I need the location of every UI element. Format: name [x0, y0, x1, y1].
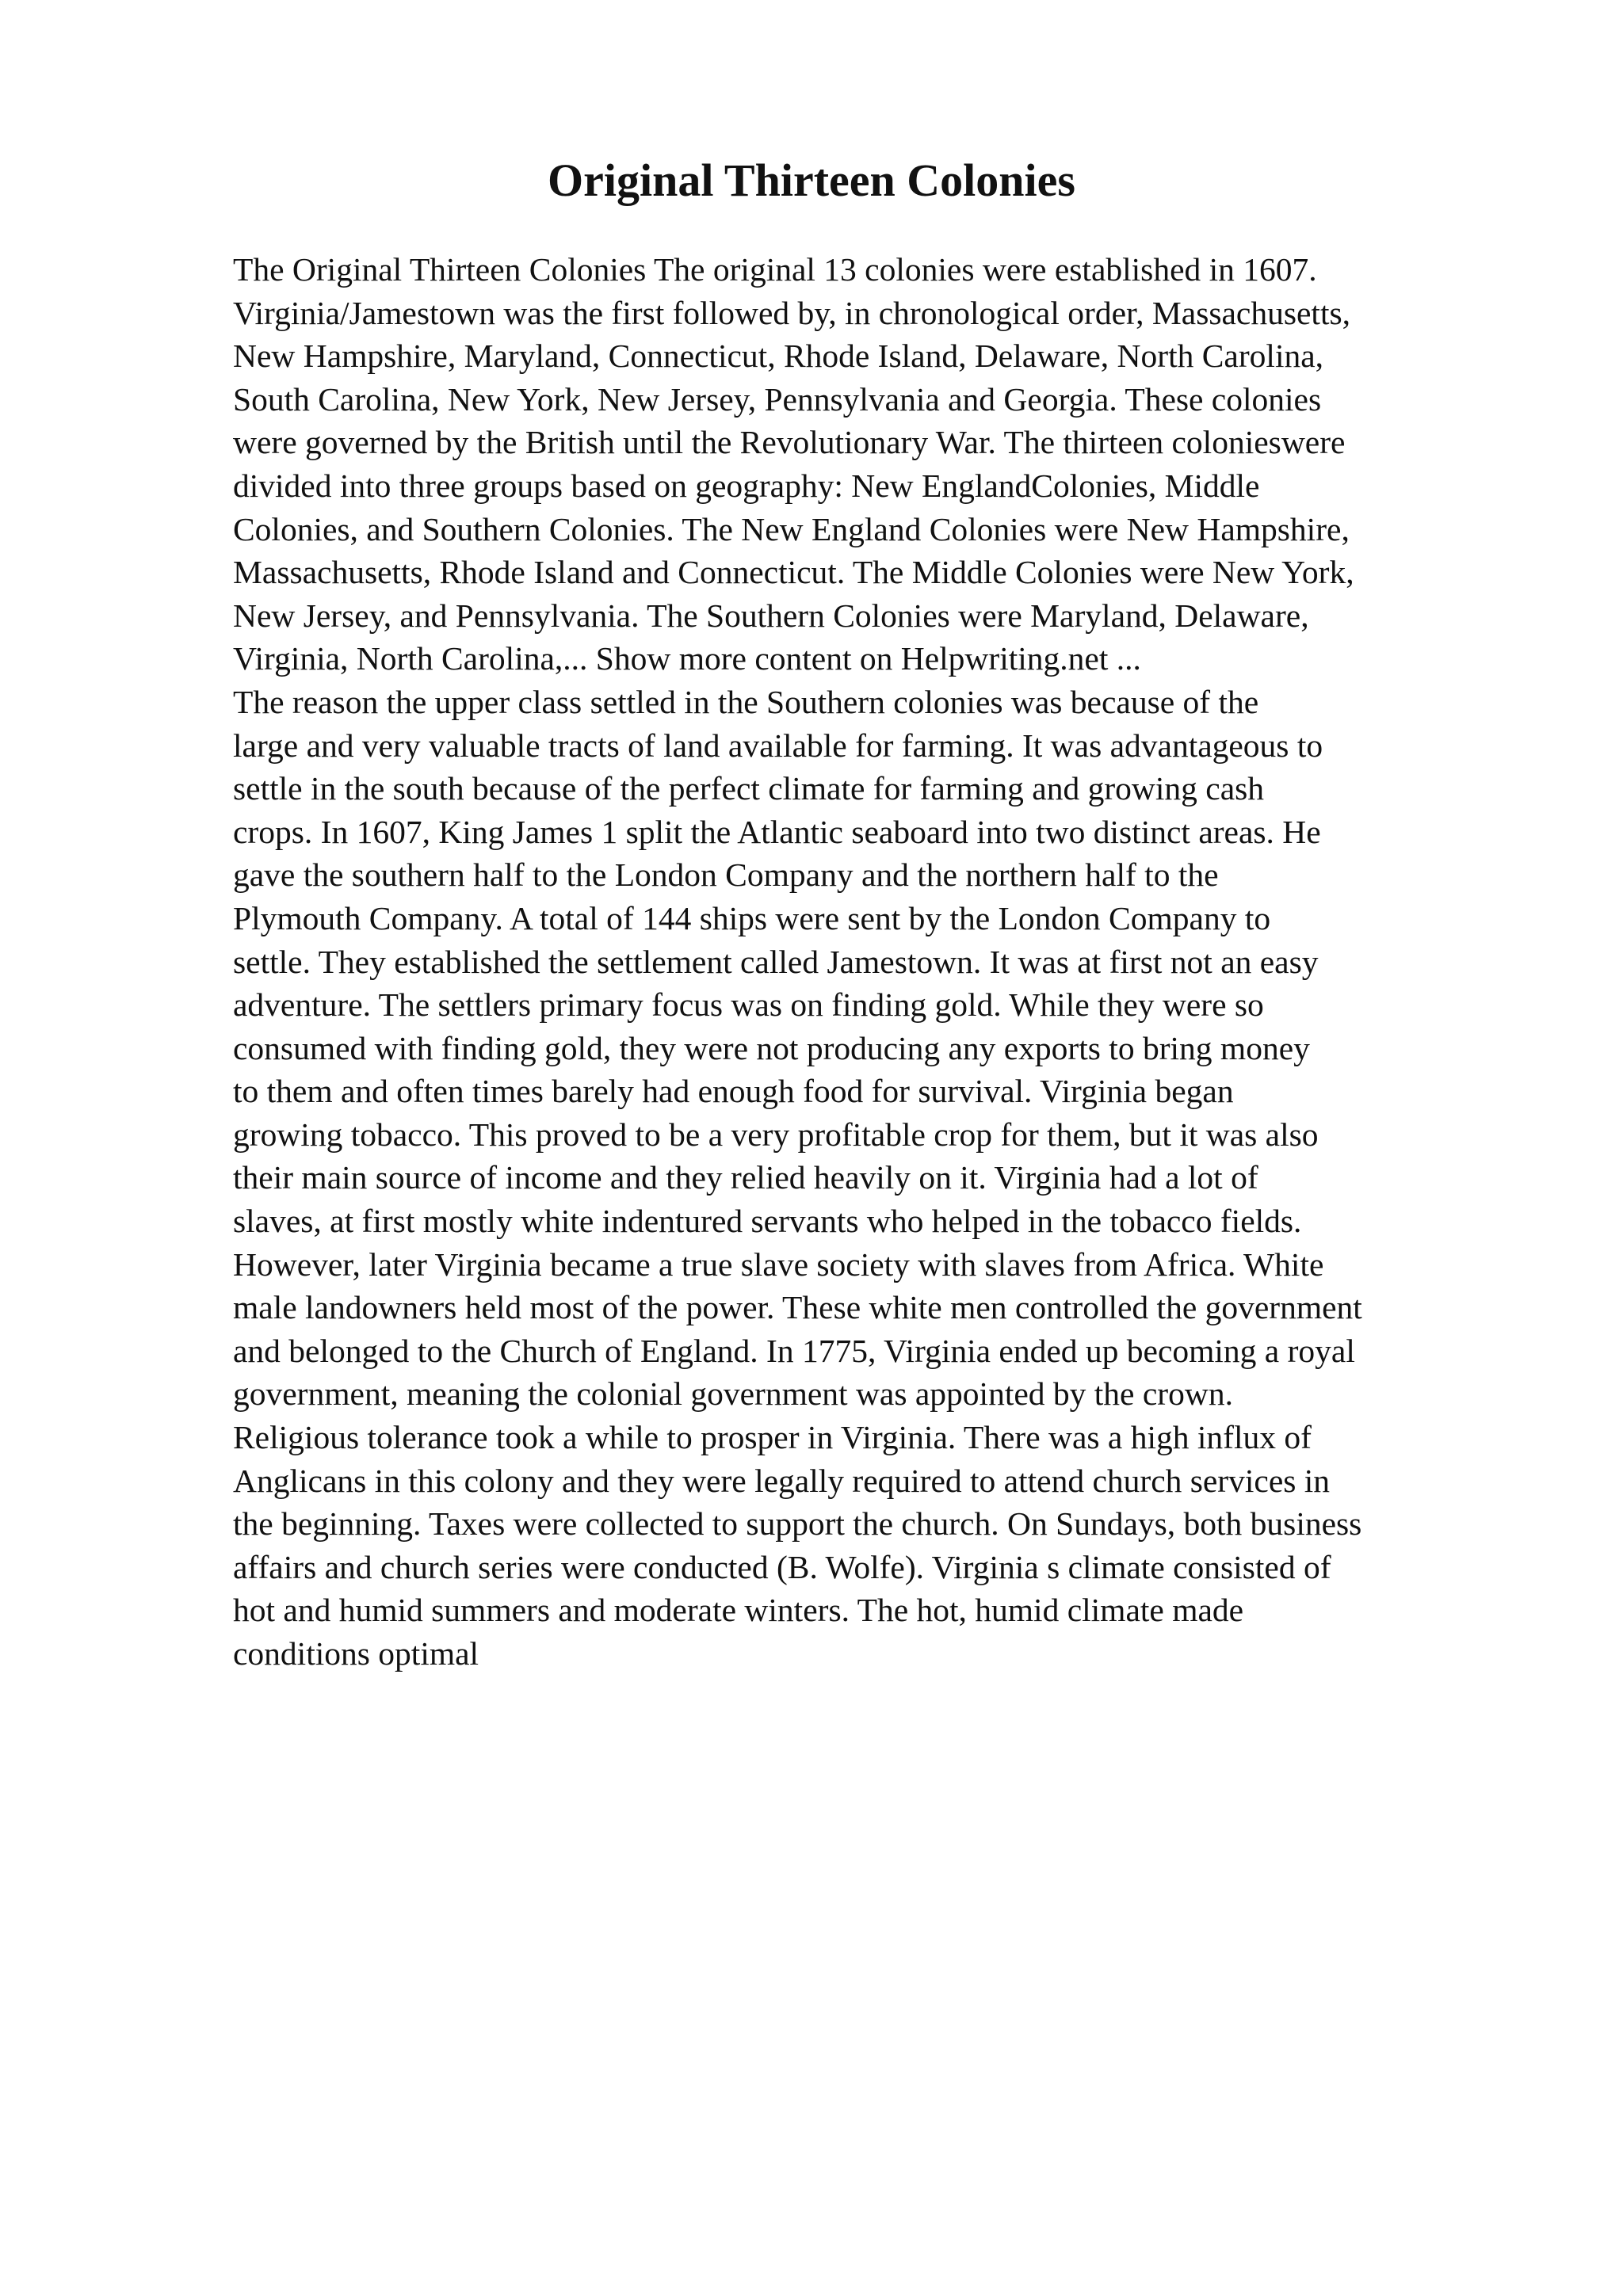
document-title: Original Thirteen Colonies	[548, 154, 1075, 206]
body-line: consumed with finding gold, they were not producing any exports to bring money	[233, 1029, 1310, 1066]
body-line: to them and often times barely had enough food for survival. Virginia began	[233, 1073, 1234, 1110]
body-line: conditions optimal	[233, 1635, 479, 1672]
body-line: The Original Thirteen Colonies The original 13 colonies were established in 1607.	[233, 251, 1317, 288]
body-line: settle. They established the settlement called Jamestown. It was at first not an easy	[233, 943, 1319, 980]
body-line: male landowners held most of the power. These white men controlled the government	[233, 1289, 1362, 1326]
body-line: Colonies, and Southern Colonies. The New England Colonies were New Hampshire,	[233, 510, 1350, 547]
body-line: settle in the south because of the perfect climate for farming and growing cash	[233, 770, 1265, 807]
body-line: government, meaning the colonial government was appointed by the crown.	[233, 1375, 1233, 1413]
body-line: affairs and church series were conducted (B. Wolfe). Virginia s climate consisted of	[233, 1548, 1331, 1585]
body-line: crops. In 1607, King James 1 split the Atlantic seaboard into two distinct areas. He	[233, 813, 1321, 850]
body-line: the beginning. Taxes were collected to support the church. On Sundays, both business	[233, 1505, 1362, 1543]
body-line: Virginia, North Carolina,... Show more content on Helpwriting.net ...	[233, 640, 1141, 677]
body-line: growing tobacco. This proved to be a very profitable crop for them, but it was also	[233, 1116, 1319, 1153]
body-line: divided into three groups based on geography: New EnglandColonies, Middle	[233, 467, 1260, 504]
body-line: New Hampshire, Maryland, Connecticut, Rhode Island, Delaware, North Carolina,	[233, 338, 1324, 375]
body-line: large and very valuable tracts of land available for farming. It was advantageous to	[233, 727, 1323, 764]
body-line: and belonged to the Church of England. In 1775, Virginia ended up becoming a royal	[233, 1332, 1355, 1369]
body-line: New Jersey, and Pennsylvania. The Southern Colonies were Maryland, Delaware,	[233, 597, 1309, 634]
body-line: adventure. The settlers primary focus was on finding gold. While they were so	[233, 986, 1264, 1024]
body-line: their main source of income and they relied heavily on it. Virginia had a lot of	[233, 1159, 1258, 1196]
body-line: Virginia/Jamestown was the first followed by, in chronological order, Massachusetts,	[233, 294, 1351, 331]
body-line: were governed by the British until the Revolutionary War. The thirteen colonieswere	[233, 424, 1346, 461]
body-line: hot and humid summers and moderate winters. The hot, humid climate made	[233, 1592, 1244, 1629]
body-line: Religious tolerance took a while to prosper in Virginia. There was a high influx of	[233, 1419, 1312, 1456]
body-line: However, later Virginia became a true slave society with slaves from Africa. White	[233, 1245, 1324, 1283]
document-body	[233, 248, 1541, 1676]
body-line: The reason the upper class settled in the Southern colonies was because of the	[233, 683, 1259, 720]
body-line: Massachusetts, Rhode Island and Connecticut. The Middle Colonies were New York,	[233, 554, 1354, 591]
body-line: gave the southern half to the London Company and the northern half to the	[233, 856, 1219, 894]
body-line: slaves, at first mostly white indentured servants who helped in the tobacco fields.	[233, 1203, 1302, 1240]
body-line: South Carolina, New York, New Jersey, Pennsylvania and Georgia. These colonies	[233, 380, 1322, 418]
body-line: Plymouth Company. A total of 144 ships were sent by the London Company to	[233, 899, 1271, 936]
body-line: Anglicans in this colony and they were legally required to attend church services in	[233, 1462, 1331, 1499]
